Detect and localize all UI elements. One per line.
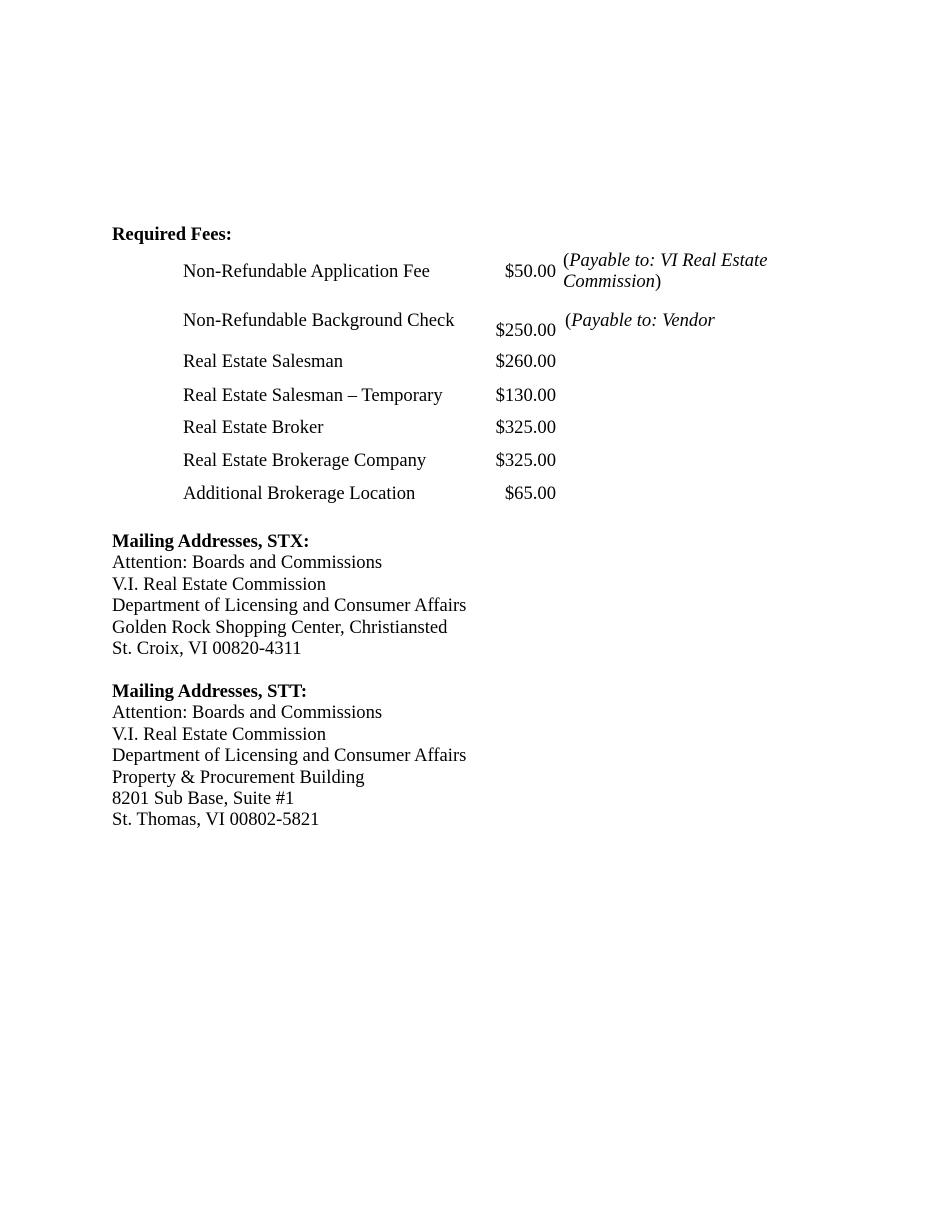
fee-amount: $325.00: [495, 417, 556, 438]
fee-amount: $325.00: [495, 450, 556, 471]
stt-address-block: [112, 681, 466, 831]
address-line: Golden Rock Shopping Center, Christiansted: [112, 616, 448, 638]
address-line: Department of Licensing and Consumer Affairs: [112, 745, 467, 767]
note-payee: Payable to: Vendor: [571, 310, 715, 331]
fee-amount: $65.00: [504, 483, 556, 504]
fee-label: Real Estate Salesman: [183, 351, 344, 372]
address-line: St. Thomas, VI 00802-5821: [112, 809, 320, 831]
note-payee: Payable to: VI Real Estate: [569, 250, 768, 271]
stt-address-heading: Mailing Addresses, STT:: [112, 681, 308, 702]
note-payee-continued: Commission: [563, 271, 655, 292]
fee-amount: $260.00: [495, 351, 556, 372]
required-fees-heading: Required Fees:: [112, 224, 232, 245]
fee-amount: $250.00: [495, 320, 556, 341]
fee-amount: $50.00: [504, 261, 556, 282]
note-open-paren: (: [565, 310, 572, 331]
address-line: Attention: Boards and Commissions: [112, 702, 383, 724]
address-line: V.I. Real Estate Commission: [112, 723, 326, 745]
address-line: 8201 Sub Base, Suite #1: [112, 787, 295, 809]
address-line: Property & Procurement Building: [112, 766, 365, 788]
address-line: St. Croix, VI 00820-4311: [112, 637, 302, 659]
address-line: Attention: Boards and Commissions: [112, 552, 383, 574]
fee-amount: $130.00: [495, 385, 556, 406]
stx-address-heading: Mailing Addresses, STX:: [112, 531, 310, 552]
address-line: V.I. Real Estate Commission: [112, 573, 326, 595]
fee-label: Real Estate Broker: [183, 417, 324, 438]
address-line: Department of Licensing and Consumer Affairs: [112, 595, 467, 617]
fee-label: Real Estate Brokerage Company: [183, 450, 427, 471]
fee-label: Real Estate Salesman – Temporary: [183, 385, 443, 406]
note-close-paren: ): [654, 271, 662, 292]
note-open-paren: (: [563, 250, 570, 271]
fee-label: Non-Refundable Background Check: [183, 310, 455, 331]
fee-note: [565, 310, 715, 332]
fee-label: Additional Brokerage Location: [183, 483, 416, 504]
fee-note-continued: [563, 271, 661, 293]
stx-address-block: [112, 531, 466, 659]
fee-label: Non-Refundable Application Fee: [183, 261, 430, 282]
fee-note: [563, 250, 767, 272]
